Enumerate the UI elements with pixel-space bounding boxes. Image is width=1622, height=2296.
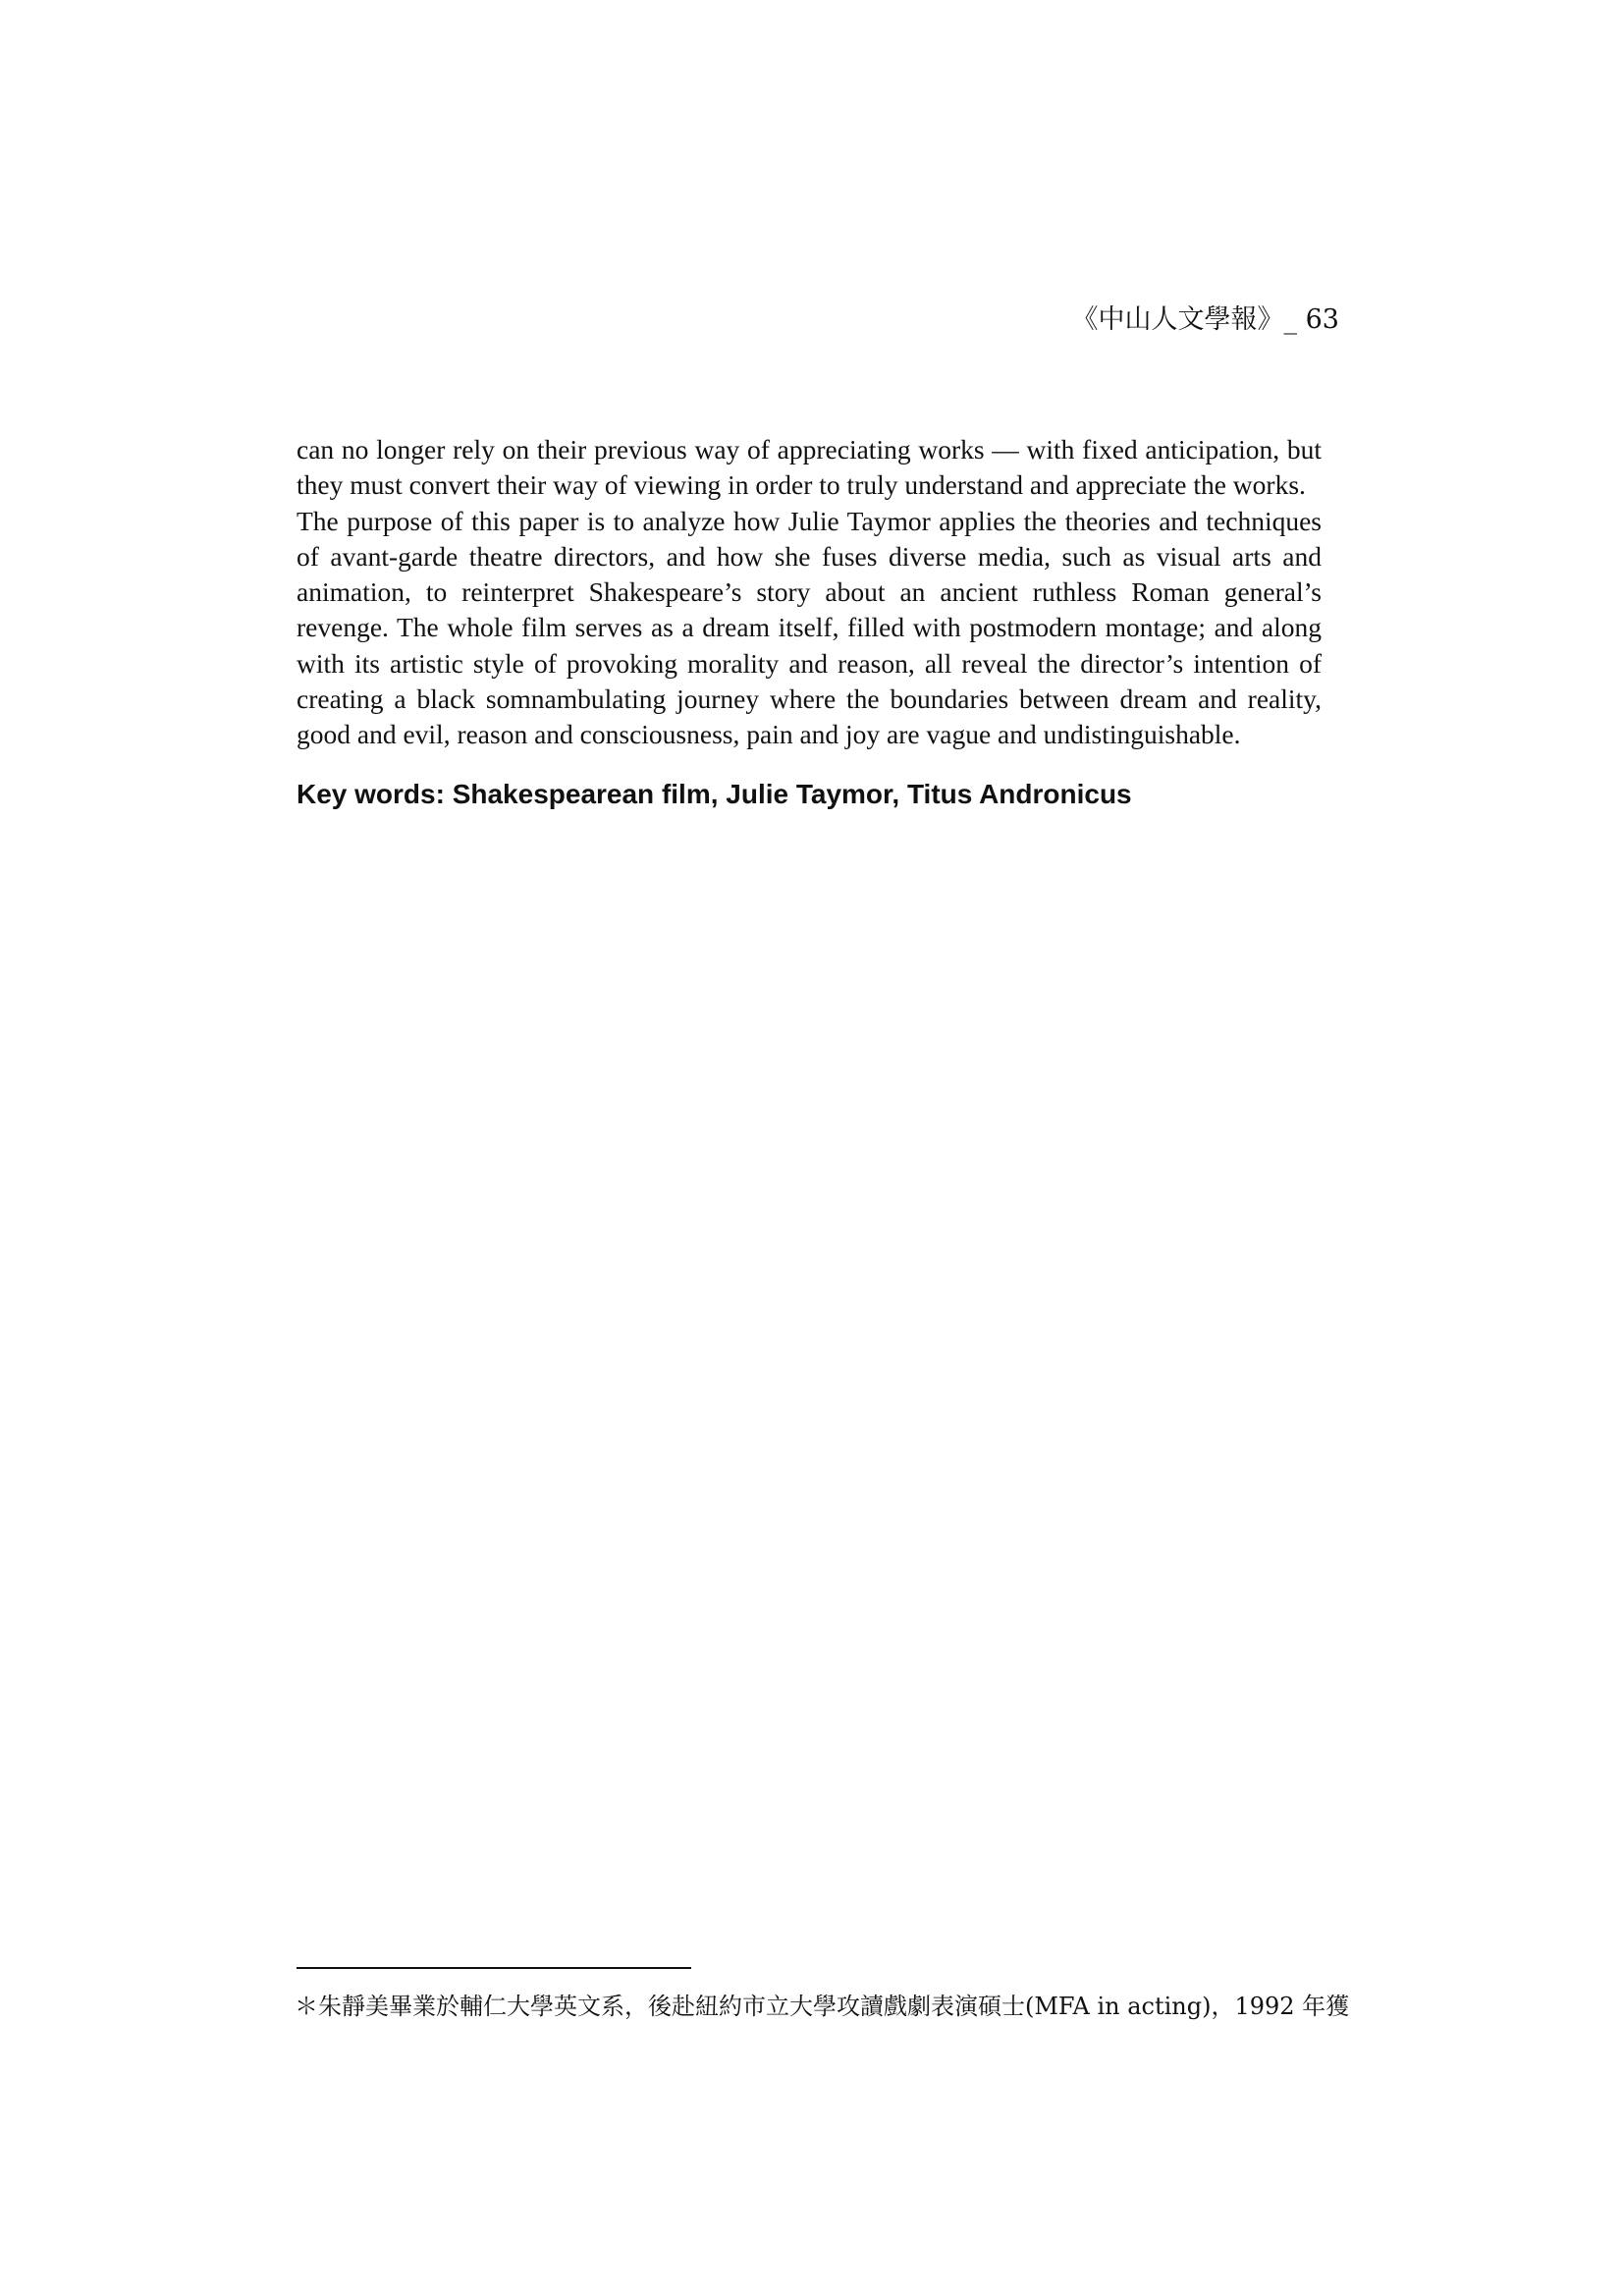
abstract-body	[297, 432, 1322, 812]
running-header: 《中山人文學報》_ 63	[1071, 304, 1339, 335]
author-footnote: ＊朱靜美畢業於輔仁大學英文系，後赴紐約市立大學攻讀戲劇表演碩士(MFA in acting)，1992 年獲	[295, 1993, 1350, 2020]
keywords-line: Key words: Shakespearean film, Julie Taymor, Titus Andronicus	[297, 778, 1132, 809]
abstract-paragraph-2: The purpose of this paper is to analyze how Julie Taymor applies the theories and techniques of avant-garde theatre directors, and how she fuses diverse media, such as visual arts and animation, to reinterpret Shakespeare’s story about an ancient ruthless Roman general’s revenge. The whole film serves as a dream itself, filled with postmodern montage; and along with its artistic style of provoking morality and reason, all reveal the director’s intention of creating a black somnambulating journey where the boundaries between dream and reality, good and evil, reason and consciousness, pain and joy are vague and undistinguishable.	[297, 505, 1322, 750]
footnote-divider	[297, 1967, 691, 1969]
abstract-paragraph-1: can no longer rely on their previous way of appreciating works — with fixed anticipation, but they must convert their way of viewing in order to truly understand and appreciate the works.	[297, 434, 1322, 501]
